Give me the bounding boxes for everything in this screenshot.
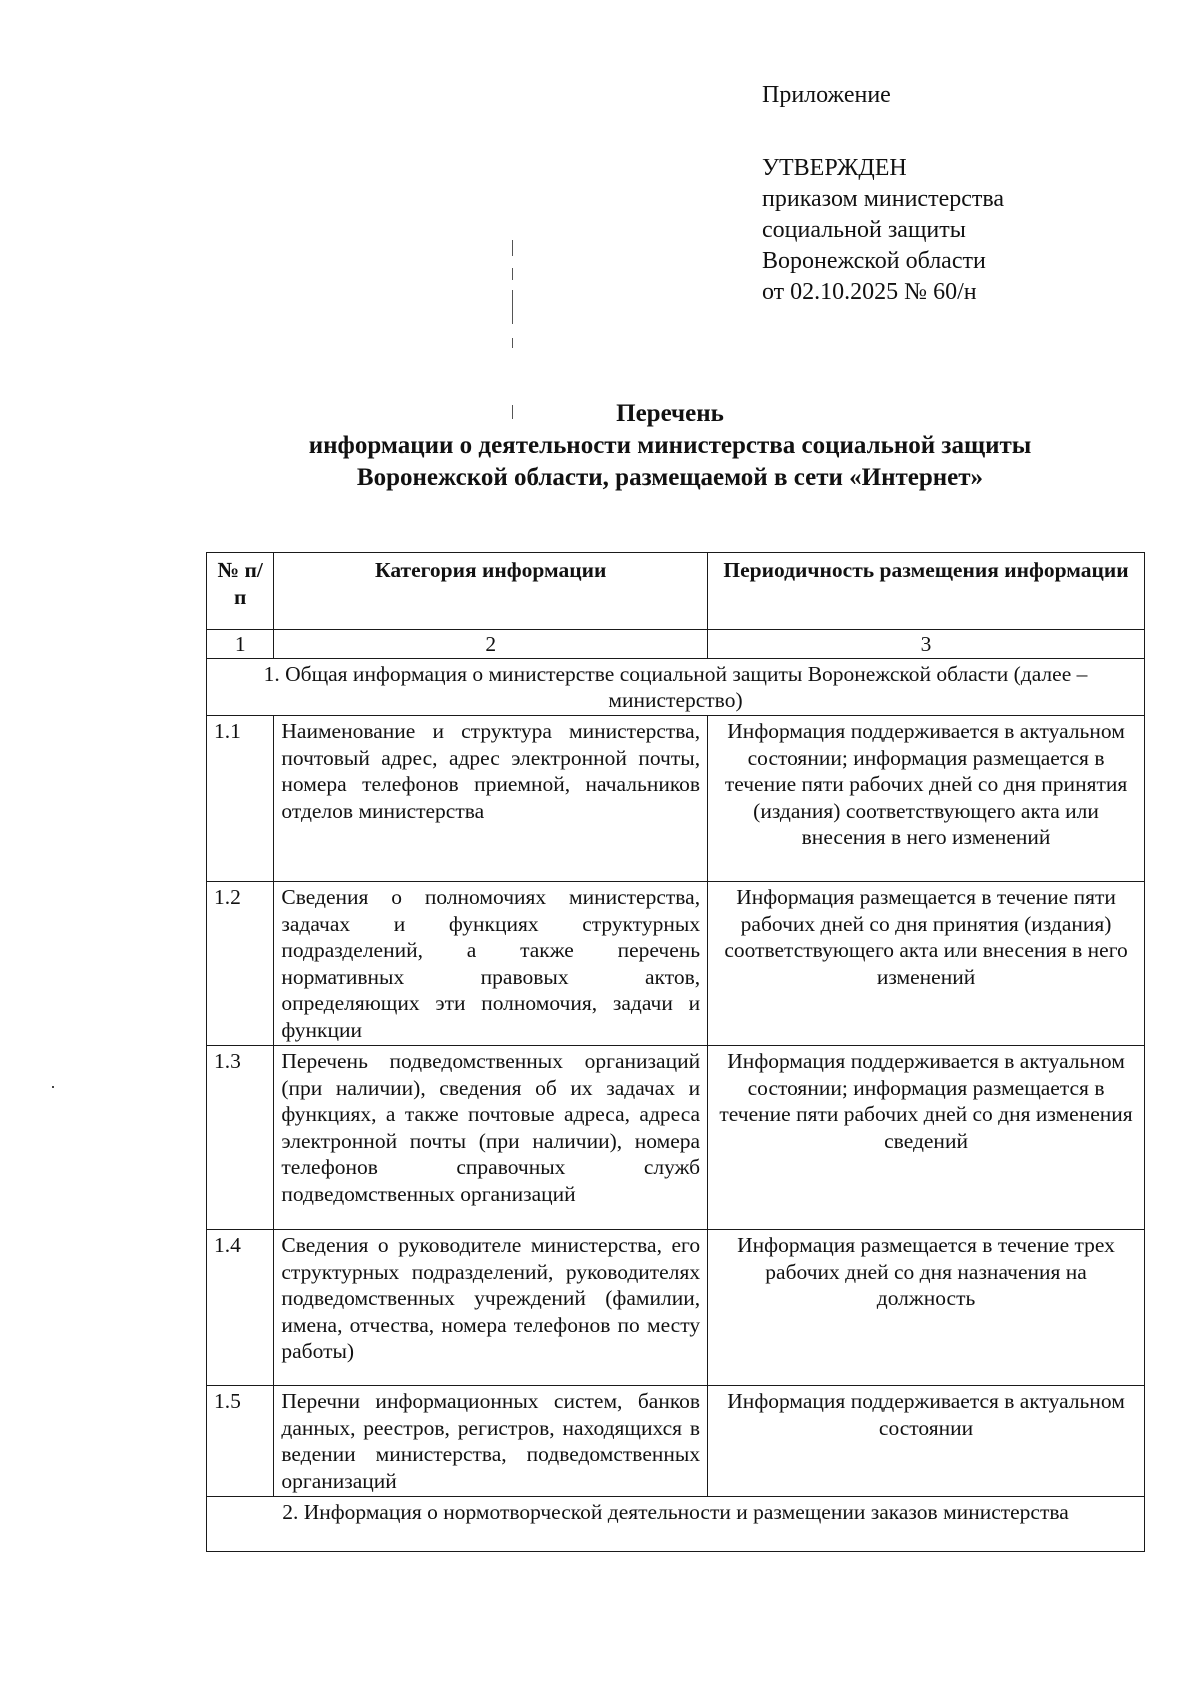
row-periodicity: Информация размещается в течение пяти рабочих дней со дня принятия (издания) соответствующего акта или внесения в него изменений: [708, 882, 1145, 1046]
header-number: № п/п: [207, 553, 274, 630]
section-2-heading: 2. Информация о нормотворческой деятельности и размещении заказов министерства: [207, 1497, 1145, 1552]
title-line-1: Перечень: [616, 400, 724, 427]
title-line-2: информации о деятельности министерства социальной защиты: [308, 432, 1032, 459]
column-number: 1: [207, 630, 274, 659]
row-category: Сведения о руководителе министерства, его структурных подразделений, руководителях подведомственных учреждений (фамилии, имена, отчества, номера телефонов по месту работы): [274, 1230, 708, 1386]
column-number: 3: [708, 630, 1145, 659]
row-number: 1.4: [207, 1230, 274, 1386]
approval-stamp-block: [762, 80, 1004, 308]
row-number: 1.5: [207, 1386, 274, 1497]
row-periodicity: Информация размещается в течение трех рабочих дней со дня назначения на должность: [708, 1230, 1145, 1386]
approved-label: УТВЕРЖДЕН: [762, 155, 907, 181]
document-title: [200, 398, 1140, 494]
row-periodicity: Информация поддерживается в актуальном состоянии: [708, 1386, 1145, 1497]
section-row: [207, 659, 1145, 716]
information-table: [206, 552, 1145, 1552]
row-category: Перечень подведомственных организаций (при наличии), сведения об их задачах и функциях, а также почтовые адреса, адреса электронной почты (при наличии), номера телефонов справочных служб подведомственных организаций: [274, 1046, 708, 1230]
row-periodicity: Информация поддерживается в актуальном состоянии; информация размещается в течение пяти рабочих дней со дня принятия (издания) соответствующего акта или внесения в него изменений: [708, 716, 1145, 882]
column-number: 2: [274, 630, 708, 659]
approval-line-1: приказом министерства: [762, 186, 1005, 212]
approval-line-3: Воронежской области: [762, 248, 986, 274]
table-header-row: [207, 553, 1145, 630]
table-row: [207, 1046, 1145, 1230]
header-periodicity: Периодичность размещения информации: [708, 553, 1145, 630]
section-row: [207, 1497, 1145, 1552]
header-category: Категория информации: [274, 553, 708, 630]
row-number: 1.1: [207, 716, 274, 882]
section-1-heading: 1. Общая информация о министерстве социальной защиты Воронежской области (далее – министерство): [207, 659, 1145, 716]
appendix-label: Приложение: [762, 82, 891, 108]
row-number: 1.3: [207, 1046, 274, 1230]
scan-dot: [52, 1086, 54, 1088]
row-category: Наименование и структура министерства, почтовый адрес, адрес электронной почты, номера телефонов приемной, начальников отделов министерства: [274, 716, 708, 882]
row-category: Сведения о полномочиях министерства, задачах и функциях структурных подразделений, а также перечень нормативных правовых актов, определяющих эти полномочия, задачи и функции: [274, 882, 708, 1046]
row-periodicity: Информация поддерживается в актуальном состоянии; информация размещается в течение пяти рабочих дней со дня изменения сведений: [708, 1046, 1145, 1230]
row-category: Перечни информационных систем, банков данных, реестров, регистров, находящихся в ведении министерства, подведомственных организаций: [274, 1386, 708, 1497]
table-row: [207, 882, 1145, 1046]
table-row: [207, 1230, 1145, 1386]
column-numbers-row: [207, 630, 1145, 659]
row-number: 1.2: [207, 882, 274, 1046]
table-row: [207, 1386, 1145, 1497]
title-line-3: Воронежской области, размещаемой в сети «Интернет»: [356, 464, 984, 491]
approval-order-number: от 02.10.2025 № 60/н: [762, 279, 977, 305]
table-row: [207, 716, 1145, 882]
approval-line-2: социальной защиты: [762, 217, 966, 243]
